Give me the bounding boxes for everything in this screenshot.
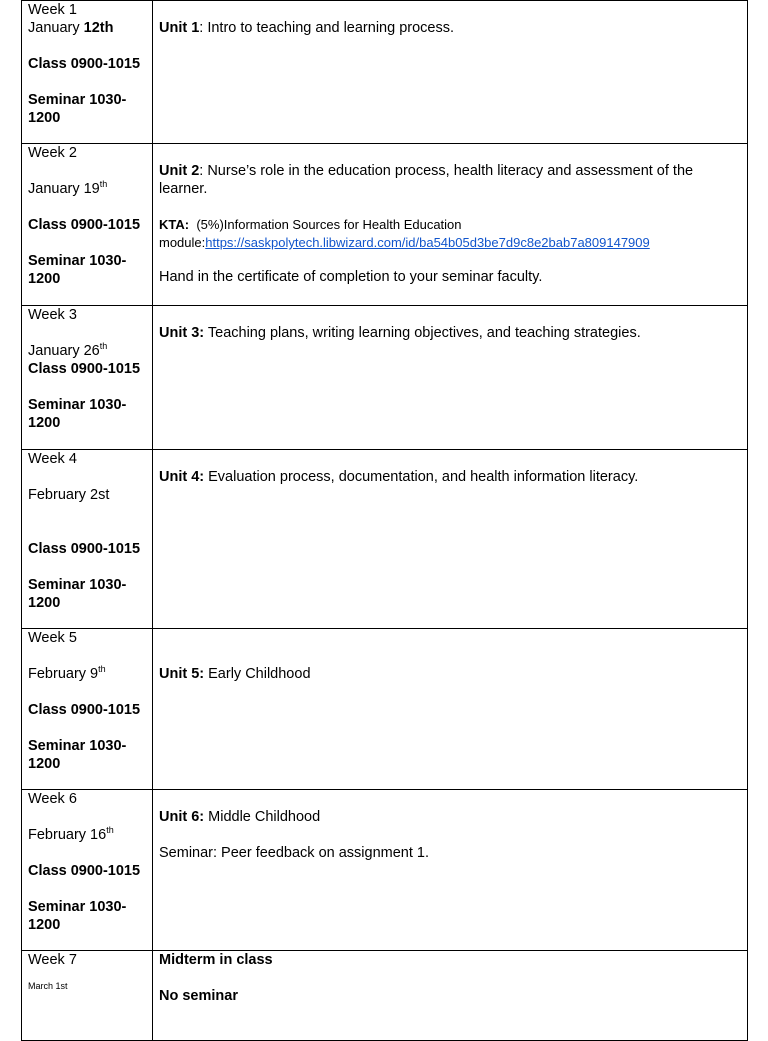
unit-description: Unit 5: Early Childhood <box>159 666 311 682</box>
week-label: Week 4 <box>28 451 77 467</box>
table-row <box>22 450 748 629</box>
unit-cell <box>153 790 748 951</box>
week-cell <box>22 144 153 306</box>
unit-cell <box>153 144 748 306</box>
seminar-time-end: 1200 <box>28 756 61 772</box>
table-row <box>22 790 748 951</box>
unit-cell <box>153 951 748 1041</box>
table-row <box>22 306 748 450</box>
class-time: Class 0900-1015 <box>28 541 141 557</box>
week-cell <box>22 306 153 450</box>
date-label: January 26th <box>28 341 108 359</box>
table-row <box>22 144 748 306</box>
unit-description: Unit 2: Nurse’s role in the education process, health literacy and assessment of the <box>159 163 694 179</box>
module-line: module:https://saskpolytech.libwizard.com/id/ba54b05d3be7d9c8e2bab7a809147909 <box>159 235 650 250</box>
unit-description: Unit 4: Evaluation process, documentation, and health information literacy. <box>159 469 639 485</box>
class-time: Class 0900-1015 <box>28 56 141 72</box>
week-label: Week 1 <box>28 2 77 18</box>
no-seminar-note: No seminar <box>159 988 238 1004</box>
seminar-time-end: 1200 <box>28 917 61 933</box>
seminar-time: Seminar 1030- <box>28 397 127 413</box>
table-row <box>22 1 748 144</box>
seminar-time: Seminar 1030- <box>28 738 127 754</box>
hand-in-note: Hand in the certificate of completion to your seminar faculty. <box>159 269 543 285</box>
unit-description-cont: learner. <box>159 181 208 197</box>
date-label: February 16th <box>28 825 114 843</box>
week-label: Week 6 <box>28 791 77 807</box>
seminar-time: Seminar 1030- <box>28 577 127 593</box>
unit-cell <box>153 450 748 629</box>
week-label: Week 3 <box>28 307 77 323</box>
week-cell <box>22 790 153 951</box>
week-label: Week 5 <box>28 630 77 646</box>
seminar-time-end: 1200 <box>28 595 61 611</box>
date-label: February 9th <box>28 664 106 682</box>
kta-note: KTA: (5%)Information Sources for Health Education <box>159 217 462 232</box>
class-time: Class 0900-1015 <box>28 361 141 377</box>
seminar-time-end: 1200 <box>28 110 61 126</box>
unit-description: Unit 1: Intro to teaching and learning process. <box>159 20 454 36</box>
unit-cell <box>153 306 748 450</box>
unit-description: Unit 3: Teaching plans, writing learning objectives, and teaching strategies. <box>159 325 641 341</box>
unit-description: Unit 6: Middle Childhood <box>159 809 321 825</box>
date-label: February 2st <box>28 487 110 503</box>
class-time: Class 0900-1015 <box>28 217 141 233</box>
seminar-time: Seminar 1030- <box>28 899 127 915</box>
class-time: Class 0900-1015 <box>28 702 141 718</box>
module-link[interactable]: https://saskpolytech.libwizard.com/id/ba54b05d3be7d9c8e2bab7a809147909 <box>205 235 650 250</box>
midterm-note: Midterm in class <box>159 952 273 968</box>
schedule-table <box>21 0 748 1041</box>
week-label: Week 7 <box>28 952 77 968</box>
unit-cell <box>153 629 748 790</box>
seminar-time-end: 1200 <box>28 271 61 287</box>
class-time: Class 0900-1015 <box>28 863 141 879</box>
week-cell <box>22 1 153 144</box>
week-cell <box>22 629 153 790</box>
date-label: January 12th <box>28 20 114 36</box>
date-label: January 19th <box>28 179 108 197</box>
seminar-time: Seminar 1030- <box>28 92 127 108</box>
date-label: March 1st <box>28 981 68 991</box>
seminar-time: Seminar 1030- <box>28 253 127 269</box>
seminar-time-end: 1200 <box>28 415 61 431</box>
week-cell <box>22 450 153 629</box>
table-row <box>22 951 748 1041</box>
unit-cell <box>153 1 748 144</box>
table-row <box>22 629 748 790</box>
seminar-note: Seminar: Peer feedback on assignment 1. <box>159 845 430 861</box>
week-label: Week 2 <box>28 145 77 161</box>
week-cell <box>22 951 153 1041</box>
